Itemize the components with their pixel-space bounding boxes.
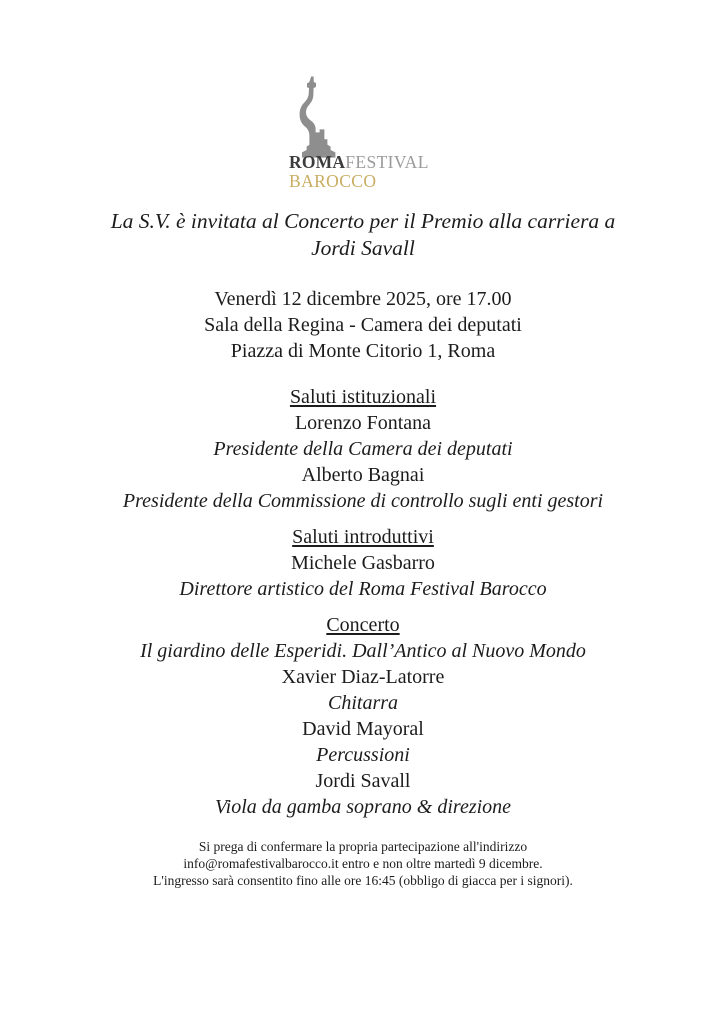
event-venue: Sala della Regina - Camera dei deputati [204,314,522,336]
performer-role: Chitarra [327,692,399,714]
speaker-role: Presidente della Commissione di controllo sugli enti gestori [122,490,604,512]
logo-wordmark [289,154,437,190]
performer-role: Percussioni [316,744,410,766]
performer-role: Viola da gamba soprano & direzione [214,796,512,818]
rsvp-line1: Si prega di confermare la propria partecipazione all'indirizzo [198,839,528,854]
speaker-role: Presidente della Camera dei deputati [213,438,513,460]
performer-name: Jordi Savall [315,770,411,792]
logo-wordmark-line1 [289,154,437,172]
section-concerto [60,612,666,820]
speaker-role: Direttore artistico del Roma Festival Barocco [179,578,547,600]
rsvp-line3: L'ingresso sarà consentito fino alle ore 16:45 (obbligo di giacca per i signori). [153,873,573,888]
speaker-name: Michele Gasbarro [291,552,435,574]
rsvp-line2: info@romafestivalbarocco.it entro e non oltre martedì 9 dicembre. [183,856,543,871]
section-title: Saluti introduttivi [292,526,434,548]
logo-inner [289,76,437,191]
section-title: Concerto [326,614,400,636]
invitation-heading-line1: La S.V. è invitata al Concerto per il Premio alla carriera a [110,209,616,233]
speaker-name: Lorenzo Fontana [294,412,432,434]
performer-name: David Mayoral [302,718,424,740]
section-saluti-introduttivi [60,524,666,602]
logo-text-festival: FESTIVAL [345,152,429,172]
rsvp-footer [60,838,666,889]
statue-silhouette-icon [297,76,341,158]
invitation-heading [60,208,666,262]
logo-text-roma: ROMA [289,152,346,172]
section-title: Saluti istituzionali [289,386,437,408]
logo-text-barocco: BAROCCO [289,170,377,191]
speaker-name: Alberto Bagnai [301,464,425,486]
festival-logo [0,76,726,191]
concert-programme-title: Il giardino delle Esperidi. Dall’Antico al Nuovo Mondo [140,640,586,662]
section-saluti-istituzionali [60,384,666,514]
performer-name: Xavier Diaz-Latorre [281,666,445,688]
invitation-heading-line2: Jordi Savall [311,236,415,260]
event-details [60,286,666,364]
event-date-time: Venerdì 12 dicembre 2025, ore 17.00 [214,288,512,310]
event-address: Piazza di Monte Citorio 1, Roma [230,340,496,362]
